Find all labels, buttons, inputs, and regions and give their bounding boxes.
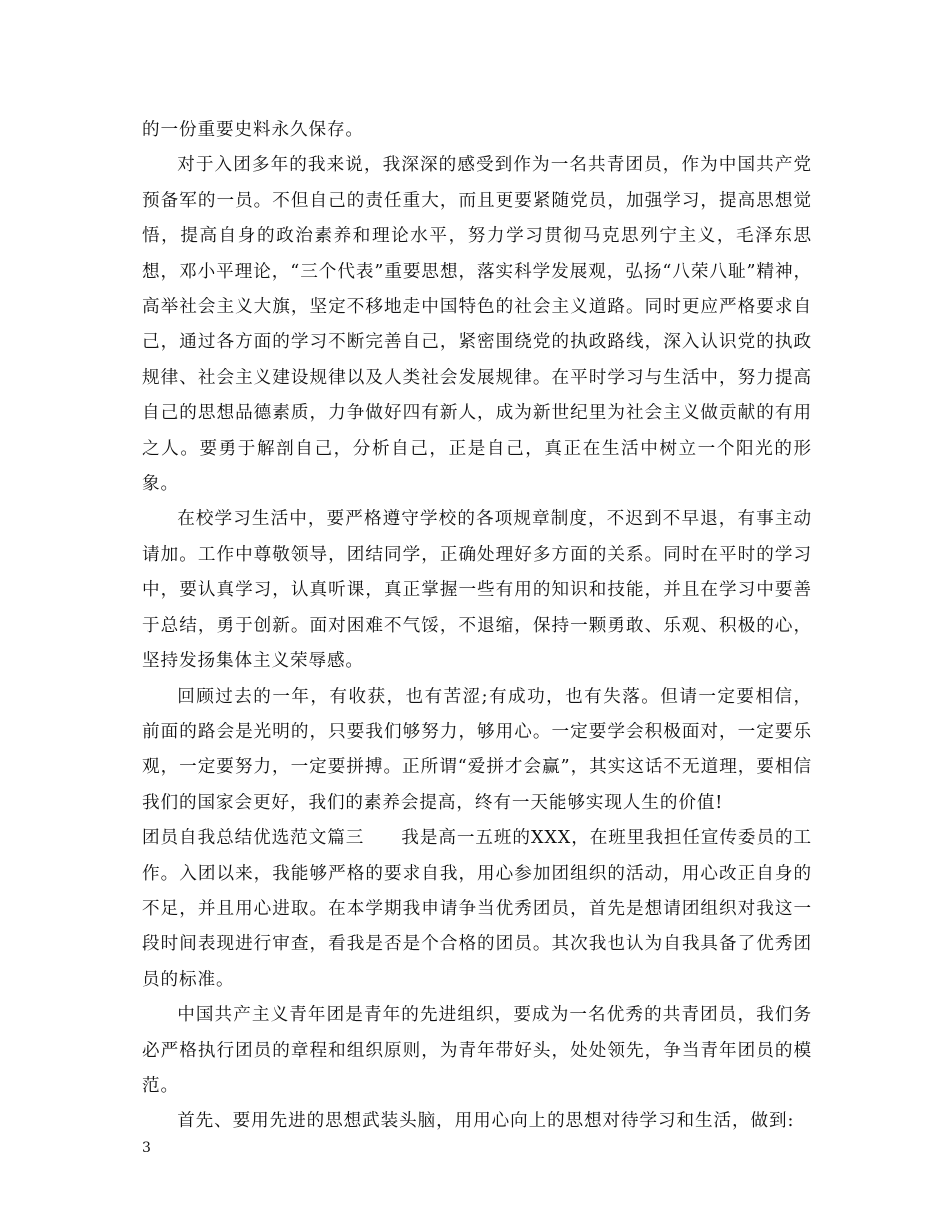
paragraph-5-section-heading: 团员自我总结优选范文篇三 我是高一五班的XXX，在班里我担任宣传委员的工作。入团以来，我能够严格的要求自我，用心参加团组织的活动，用心改正自身的不足，并且用心进取。在本学期我申请争当优秀团员，首先是想请团组织对我这一段时间表现进行审查，看我是否是个合格的团员。其次我也认为自我具备了优秀团员的标准。: [142, 828, 812, 990]
paragraph-4: 回顾过去的一年，有收获，也有苦涩;有成功，也有失落。但请一定要相信，前面的路会是光明的，只要我们够努力，够用心。一定要学会积极面对，一定要乐观，一定要努力，一定要拼搏。正所谓“爱拼才会赢”，其实这话不无道理，要相信我们的国家会更好，我们的素养会提高，终有一天能够实现人生的价值!: [142, 686, 812, 813]
paragraph-7: 首先、要用先进的思想武装头脑，用用心向上的思想对待学习和生活，做到:: [177, 1111, 795, 1132]
paragraph-1: 的一份重要史料永久保存。: [142, 120, 364, 140]
paragraph-3: 在校学习生活中，要严格遵守学校的各项规章制度，不迟到不早退，有事主动请加。工作中尊敬领导，团结同学，正确处理好多方面的关系。同时在平时的学习中，要认真学习，认真听课，真正掌握一些有用的知识和技能，并且在学习中要善于总结，勇于创新。面对困难不气馁，不退缩，保持一颗勇敢、乐观、积极的心，坚持发扬集体主义荣辱感。: [142, 509, 812, 672]
document-body: [142, 113, 812, 1140]
paragraph-6: 中国共产主义青年团是青年的先进组织，要成为一名优秀的共青团员，我们务必严格执行团员的章程和组织原则，为青年带好头，处处领先，争当青年团员的模范。: [142, 1005, 812, 1096]
page-number: 3: [142, 1140, 151, 1156]
paragraph-2: 对于入团多年的我来说，我深深的感受到作为一名共青团员，作为中国共产党预备军的一员。不但自己的责任重大，而且更要紧随党员，加强学习，提高思想觉悟，提高自身的政治素养和理论水平，努力学习贯彻马克思列宁主义，毛泽东思想，邓小平理论，“三个代表”重要思想，落实科学发展观，弘扬“八荣八耻”精神，高举社会主义大旗，坚定不移地走中国特色的社会主义道路。同时更应严格要求自己，通过各方面的学习不断完善自己，紧密围绕党的执政路线，深入认识党的执政规律、社会主义建设规律以及人类社会发展规律。在平时学习与生活中，努力提高自己的思想品德素质，力争做好四有新人，成为新世纪里为社会主义做贡献的有用之人。要勇于解剖自己，分析自己，正是自己，真正在生活中树立一个阳光的形象。: [142, 155, 812, 495]
